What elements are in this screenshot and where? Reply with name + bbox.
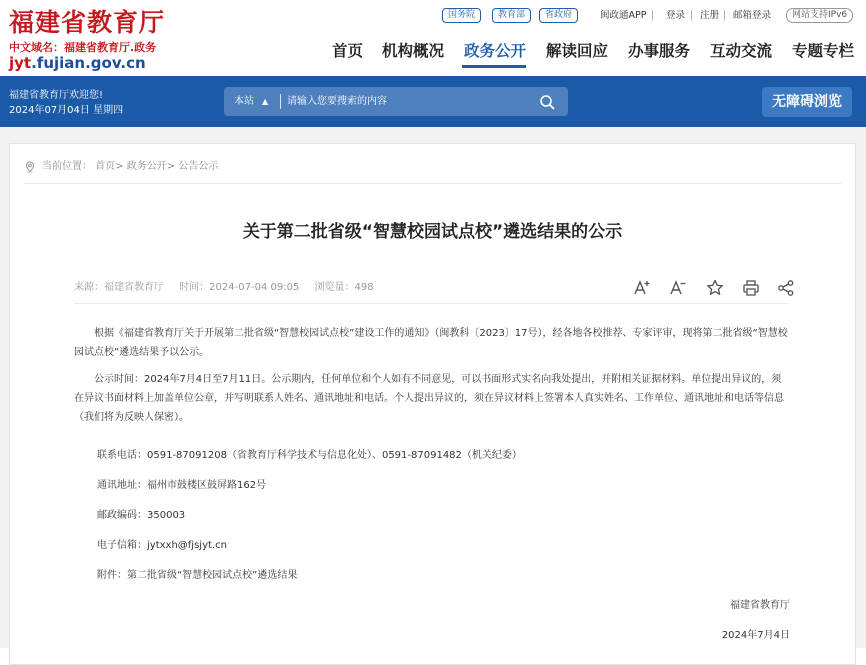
share-icon[interactable] (776, 278, 796, 298)
pill-state-council[interactable]: 国务院 (442, 8, 481, 23)
accessibility-button[interactable]: 无障碍浏览 (762, 87, 852, 117)
font-decrease-icon[interactable] (668, 278, 688, 298)
contact-email: 电子信箱：jytxxh@fjsjyt.cn (97, 540, 227, 551)
location-icon (24, 161, 36, 173)
breadcrumb-label: 当前位置： (42, 161, 92, 172)
article-time: 时间：2024-07-04 09:05 (179, 282, 300, 293)
nav-organization[interactable]: 机构概况 (382, 42, 445, 60)
current-date: 2024年07月04日 星期四 (9, 105, 124, 116)
nav-home[interactable]: 首页 (332, 42, 364, 60)
separator: | (690, 10, 694, 21)
article-meta (74, 281, 386, 295)
main-nav (0, 40, 866, 64)
nav-government-affairs[interactable]: 政务公开 (464, 42, 527, 60)
logo-title[interactable]: 福建省教育厅 (9, 8, 166, 37)
search-divider (280, 94, 281, 109)
nav-interpretation[interactable]: 解读回应 (546, 42, 609, 60)
article-paragraph: 根据《福建省教育厅关于开展第二批省级“智慧校园试点校”建设工作的通知》（闽教科〔2023〕17号），经各地各校推荐、专家评审，现将第二批省级“智慧校园试点校”遴选结果予以公示。 (74, 328, 788, 358)
breadcrumb-government-affairs[interactable]: 政务公开 (126, 161, 167, 172)
signature-date: 2024年7月4日 (721, 630, 790, 641)
breadcrumb-home[interactable]: 首页 (95, 161, 116, 172)
breadcrumb-announcements[interactable]: 公告公示 (178, 161, 219, 172)
font-increase-icon[interactable] (632, 278, 652, 298)
search-box (224, 87, 568, 116)
separator: | (651, 10, 655, 21)
contact-phone: 联系电话：0591-87091208（省教育厅科学技术与信息化处）、0591-87091482（机关纪委） (97, 450, 522, 461)
breadcrumb-separator: > (115, 161, 124, 172)
search-scope-select[interactable]: 本站 (234, 96, 254, 107)
meta-divider (74, 303, 789, 304)
article-source: 来源：福建省教育厅 (74, 282, 164, 293)
link-register[interactable]: 注册 (700, 10, 720, 21)
welcome-text: 福建省教育厅欢迎您! (9, 90, 104, 101)
article-views: 浏览量：498 (314, 282, 374, 293)
top-links-bar (0, 8, 866, 24)
attachment-link[interactable]: 附件：第二批省级“智慧校园试点校”遴选结果 (97, 570, 298, 581)
breadcrumb-divider (24, 183, 841, 184)
separator: | (723, 10, 727, 21)
link-login[interactable]: 登录 (666, 10, 686, 21)
logo-url-rest: .fujian.gov.cn (31, 54, 146, 72)
pill-provincial-government[interactable]: 省政府 (539, 8, 578, 23)
contact-postcode: 邮政编码：350003 (97, 510, 186, 521)
nav-active-underline (462, 65, 526, 68)
search-band (0, 76, 866, 127)
nav-interaction[interactable]: 互动交流 (710, 42, 773, 60)
ipv6-badge: 网站支持IPv6 (786, 8, 853, 23)
logo-domain-cn: 中文域名：福建省教育厅.政务 (9, 41, 157, 54)
article-card (9, 143, 856, 665)
pill-ministry-education[interactable]: 教育部 (492, 8, 531, 23)
breadcrumb (42, 160, 218, 174)
scope-arrow-icon[interactable]: ▲︎ (262, 97, 269, 106)
breadcrumb-separator: > (166, 161, 176, 172)
contact-address: 通讯地址：福州市鼓楼区鼓屏路162号 (97, 480, 267, 491)
link-minzhengtong-app[interactable]: 闽政通APP (600, 10, 647, 21)
nav-services[interactable]: 办事服务 (628, 42, 691, 60)
article-title: 关于第二批省级“智慧校园试点校”遴选结果的公示 (242, 222, 623, 242)
search-input[interactable] (287, 92, 527, 111)
nav-special-topics[interactable]: 专题专栏 (792, 42, 855, 60)
article-paragraph: 公示时间：2024年7月4日至7月11日。公示期内，任何单位和个人如有不同意见，可以书面形式实名向我处提出，并附相关证据材料。单位提出异议的，须在异议书面材料上加盖单位公章，并写明联系人姓名、通讯地址和电话。个人提出异议的，须在异议材料上签署本人真实姓名、工作单位、通讯地址和电话等信息（我们将为反映人保密）。 (74, 374, 784, 423)
site-header (0, 0, 866, 76)
search-icon[interactable] (539, 94, 555, 110)
link-mail-login[interactable]: 邮箱登录 (733, 10, 772, 21)
print-icon[interactable] (741, 278, 761, 298)
favorite-star-icon[interactable] (705, 278, 725, 298)
article-body (74, 324, 790, 435)
article-tools (624, 278, 794, 298)
logo-url-prefix: jyt (9, 54, 32, 72)
signature-org: 福建省教育厅 (730, 600, 790, 611)
